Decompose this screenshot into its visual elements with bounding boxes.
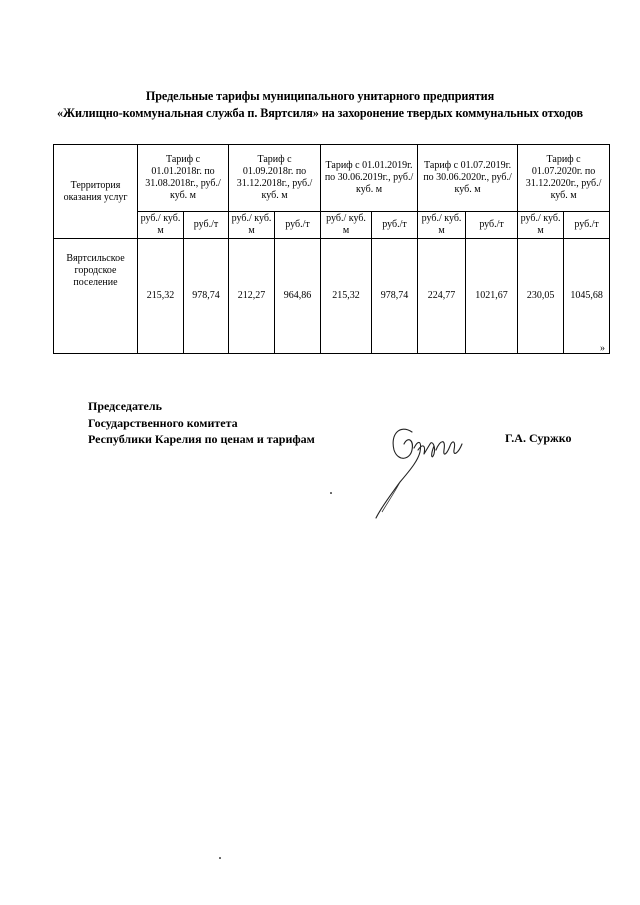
signatory-position [88,398,315,448]
position-line-3: Республики Карелия по ценам и тарифам [88,432,315,446]
value-cell: 1021,67 [466,239,518,354]
period-header-2: Тариф с 01.09.2018г. по 31.12.2018г., руб./куб. м [229,145,321,212]
position-line-1: Председатель [88,399,162,413]
period-header-3: Тариф с 01.01.2019г. по 30.06.2019г., руб./куб. м [321,145,418,212]
unit-ton-header: руб./т [372,212,418,239]
value-cell: 1045,68 [564,239,610,354]
territory-cell: Вяртсильское городское поселение [54,239,138,354]
position-line-2: Государственного комитета [88,415,238,430]
document-title [0,88,640,122]
value-cell: 215,32 [321,239,372,354]
scan-speck [330,492,332,494]
period-header-4: Тариф с 01.07.2019г. по 30.06.2020г., руб./куб. м [418,145,518,212]
tariff-table [53,144,610,354]
signatory-name: Г.А. Суржко [505,431,572,445]
unit-ton-header: руб./т [184,212,229,239]
territory-header: Территория оказания услуг [54,145,138,239]
value-cell: 964,86 [275,239,321,354]
value-cell: 224,77 [418,239,466,354]
unit-volume-header: руб./ куб. м [229,212,275,239]
title-line-1: Предельные тарифы муниципального унитарного предприятия [145,89,495,103]
value-cell: 978,74 [372,239,418,354]
unit-volume-header: руб./ куб. м [321,212,372,239]
handwritten-signature [360,410,480,530]
unit-ton-header: руб./т [275,212,321,239]
period-header-5: Тариф с 01.07.2020г. по 31.12.2020г., руб./куб. м [518,145,610,212]
table-row [54,239,610,354]
value-cell: 230,05 [518,239,564,354]
value-cell: 978,74 [184,239,229,354]
unit-ton-header: руб./т [564,212,610,239]
unit-volume-header: руб./ куб. м [518,212,564,239]
period-header-1: Тариф с 01.01.2018г. по 31.08.2018г., руб./куб. м [138,145,229,212]
unit-volume-header: руб./ куб. м [138,212,184,239]
scan-speck [219,857,221,859]
title-line-2: «Жилищно-коммунальная служба п. Вяртсиля» на захоронение твердых коммунальных отходов [57,106,583,120]
value-cell: 212,27 [229,239,275,354]
unit-volume-header: руб./ куб. м [418,212,466,239]
unit-ton-header: руб./т [466,212,518,239]
closing-quote: » [600,343,605,354]
value-cell: 215,32 [138,239,184,354]
